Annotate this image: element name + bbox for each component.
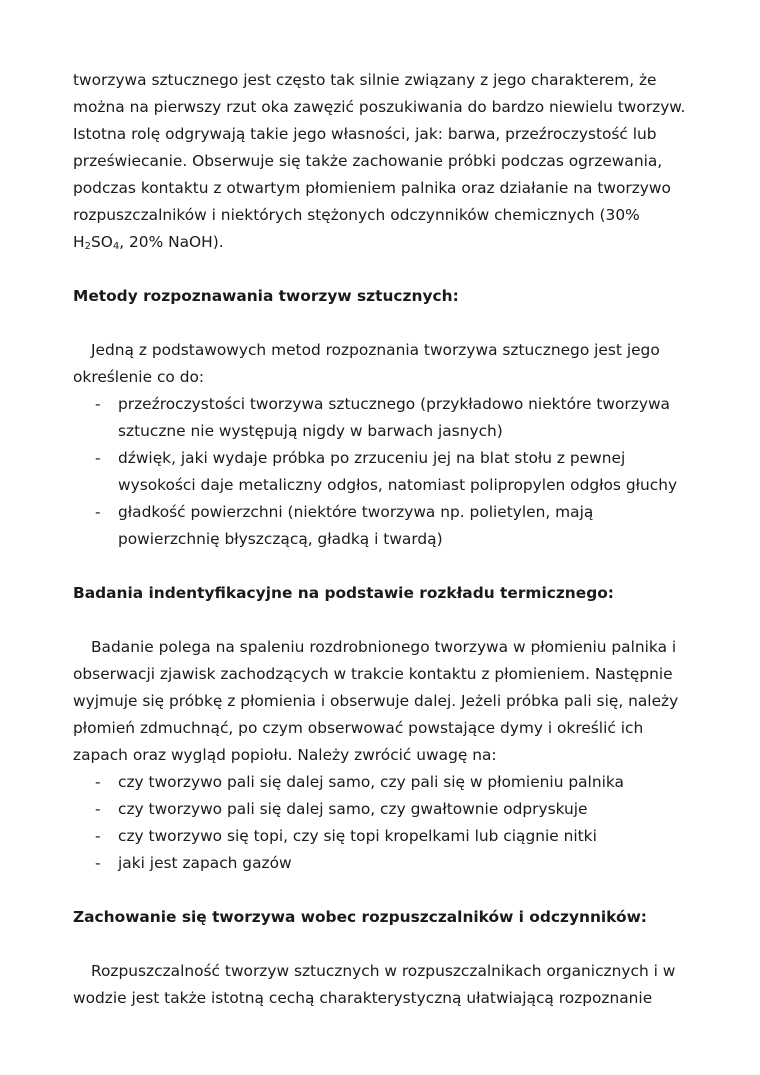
bullet-dash: - (95, 854, 101, 872)
bullet-dash: - (95, 449, 101, 467)
text-line: Istotna rolę odgrywają takie jego własności, jak: barwa, przeźroczystość lub (73, 125, 657, 143)
bullet-dash: - (95, 503, 101, 521)
methods-bullet-list (73, 391, 713, 553)
thermal-paragraph (73, 634, 713, 769)
list-item: - jaki jest zapach gazów (73, 850, 713, 877)
formula-subscript-4: 4 (112, 241, 120, 252)
document-page (73, 67, 713, 1012)
thermal-bullet-list (73, 769, 713, 877)
formula-rest: , 20% NaOH). (119, 233, 224, 251)
text-line: przeświecanie. Obserwuje się także zachowanie próbki podczas ogrzewania, (73, 152, 663, 170)
methods-paragraph (73, 337, 713, 391)
text-line: obserwacji zjawisk zachodzących w trakcie kontaktu z płomieniem. Następnie (73, 665, 673, 683)
bullet-dash: - (95, 800, 101, 818)
text-line: zapach oraz wygląd popiołu. Należy zwrócić uwagę na: (73, 746, 497, 764)
text-line: Rozpuszczalność tworzyw sztucznych w rozpuszczalnikach organicznych i w (91, 962, 676, 980)
text-line: Badanie polega na spaleniu rozdrobnionego tworzywa w płomieniu palnika i (91, 638, 677, 656)
section-heading-solvents: Zachowanie się tworzywa wobec rozpuszczalników i odczynników: (73, 908, 647, 926)
list-item: - czy tworzywo się topi, czy się topi kropelkami lub ciągnie nitki (73, 823, 713, 850)
formula-subscript-2: 2 (84, 241, 91, 252)
list-item: - czy tworzywo pali się dalej samo, czy pali się w płomieniu palnika (73, 769, 713, 796)
intro-paragraph (73, 67, 713, 256)
formula-h: H (73, 233, 85, 251)
formula-line (73, 229, 713, 256)
bullet-dash: - (95, 395, 101, 413)
text-line: płomień zdmuchnąć, po czym obserwować powstające dymy i określić ich (73, 719, 644, 737)
list-item: - gładkość powierzchni (niektóre tworzywa np. polietylen, mają powierzchnię błyszczącą, gładką i twardą) (73, 499, 713, 553)
list-item: - przeźroczystości tworzywa sztucznego (przykładowo niektóre tworzywa sztuczne nie występują nigdy w barwach jasnych) (73, 391, 713, 445)
bullet-dash: - (95, 773, 101, 791)
text-line: można na pierwszy rzut oka zawęzić poszukiwania do bardzo niewielu tworzyw. (73, 98, 686, 116)
section-heading-thermal: Badania indentyfikacyjne na podstawie rozkładu termicznego: (73, 584, 614, 602)
bullet-dash: - (95, 827, 101, 845)
text-line: Jedną z podstawowych metod rozpoznania tworzywa sztucznego jest jego (91, 341, 660, 359)
text-line: rozpuszczalników i niektórych stężonych odczynników chemicznych (30% (73, 206, 640, 224)
solvents-paragraph (73, 958, 713, 1012)
text-line: podczas kontaktu z otwartym płomieniem palnika oraz działanie na tworzywo (73, 179, 671, 197)
list-item: - czy tworzywo pali się dalej samo, czy gwałtownie odpryskuje (73, 796, 713, 823)
text-line: wyjmuje się próbkę z płomienia i obserwuje dalej. Jeżeli próbka pali się, należy (73, 692, 679, 710)
text-line: tworzywa sztucznego jest często tak silnie związany z jego charakterem, że (73, 71, 657, 89)
list-item: - dźwięk, jaki wydaje próbka po zrzuceniu jej na blat stołu z pewnej wysokości daje metaliczny odgłos, natomiast polipropylen odgłos głuchy (73, 445, 713, 499)
section-heading-methods: Metody rozpoznawania tworzyw sztucznych: (73, 287, 459, 305)
formula-so: SO (90, 233, 113, 251)
text-line: określenie co do: (73, 368, 205, 386)
text-line: wodzie jest także istotną cechą charakterystyczną ułatwiającą rozpoznanie (73, 989, 653, 1007)
